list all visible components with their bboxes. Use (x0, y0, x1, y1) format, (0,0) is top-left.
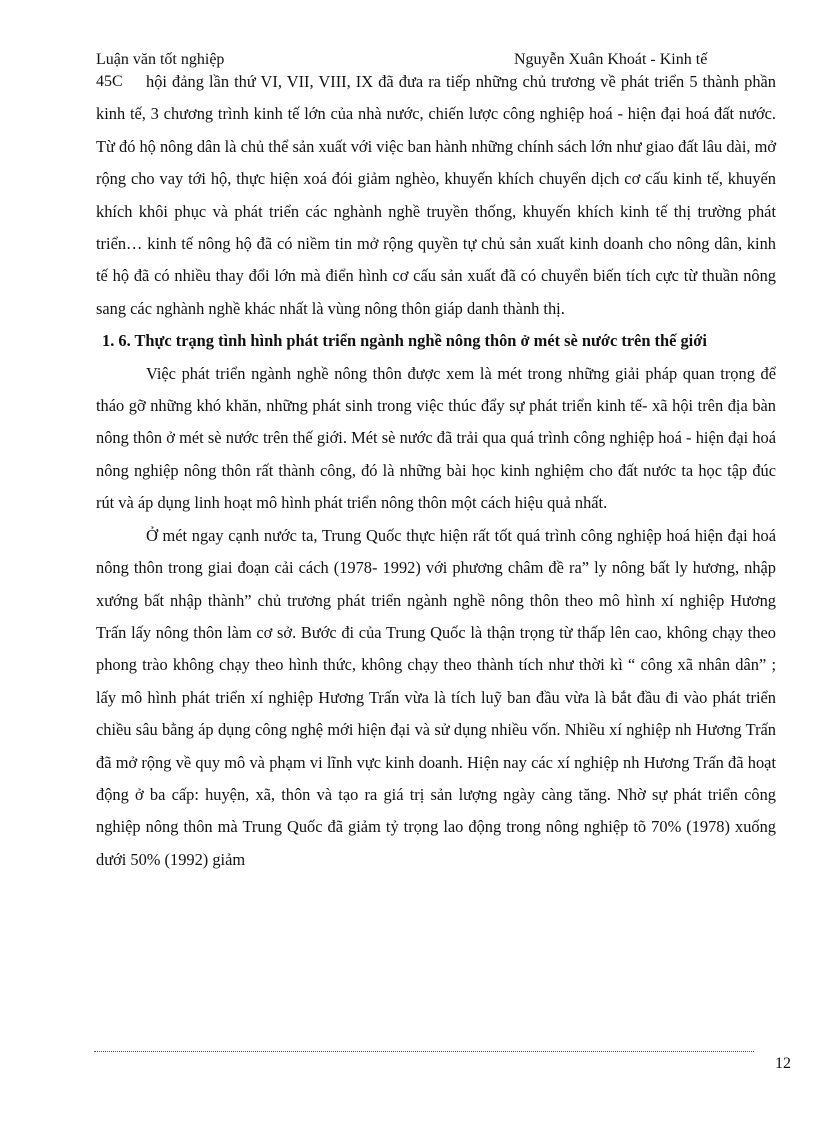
page-number: 12 (775, 1055, 791, 1072)
header-thesis-title: Luận văn tốt nghiệp (96, 51, 225, 68)
footer-divider (94, 1051, 754, 1052)
header-author: Nguyễn Xuân Khoát - Kinh tế (514, 51, 708, 68)
header-class-code: 45C (96, 73, 123, 90)
section-heading: 1. 6. Thực trạng tình hình phát triển ngành nghề nông thôn ở mét sè nước trên thế giới (102, 331, 707, 351)
page-body (96, 66, 776, 876)
body-paragraph-3: Ở mét ngay cạnh nước ta, Trung Quốc thực hiện rất tốt quá trình công nghiệp hoá hiện đại hoá nông thôn trong giai đoạn cải cách (1978- 1992) với phương châm đề ra” ly nông bất ly hương, nhập xướng bất nhập thành” chủ trương phát triển ngành nghề nông thôn theo mô hình xí nghiệp Hương Trấn lấy nông thôn làm cơ sở. Bước đi của Trung Quốc là thận trọng từ thấp lên cao, không chạy theo phong trào không chạy theo hình thức, không chạy theo thành tích như thời kì “ công xã nhân dân” ; lấy mô hình phát triển xí nghiệp Hương Trấn vừa là tích luỹ ban đầu vừa là bắt đầu đi vào phát triển chiều sâu bằng áp dụng công nghệ mới hiện đại và sử dụng nhiều vốn. Nhiều xí nghiệp nh Hương Trấn đã mở rộng về quy mô và phạm vi lĩnh vực kinh doanh. Hiện nay các xí nghiệp nh Hương Trấn đã hoạt động ở ba cấp: huyện, xã, thôn và tạo ra giá trị sản lượng ngày càng tăng. Nhờ sự phát triển công nghiệp nông thôn mà Trung Quốc đã giảm tỷ trọng lao động trong nông nghiệp tõ 70% (1978) xuống dưới 50% (1992) giảm (96, 525, 776, 869)
body-paragraph-2: Việc phát triển ngành nghề nông thôn được xem là mét trong những giải pháp quan trọng để tháo gỡ những khó khăn, những phát sinh trong việc thúc đẩy sự phát triển kinh tế- xã hội trên địa bàn nông thôn ở mét sè nước trên thế giới. Mét sè nước đã trải qua quá trình công nghiệp hoá - hiện đại hoá nông nghiệp nông thôn rất thành công, đó là những bài học kinh nghiệm cho đất nước ta học tập đúc rút và áp dụng linh hoạt mô hình phát triển nông thôn một cách hiệu quả nhất. (96, 363, 776, 513)
body-paragraph-1: hội đảng lần thứ VI, VII, VIII, IX đã đưa ra tiếp những chủ trương về phát triển 5 thành phần kinh tế, 3 chương trình kinh tế lớn của nhà nước, chiến lược công nghiệp hoá - hiện đại hoá đất nước. Từ đó hộ nông dân là chủ thể sản xuất với việc ban hành những chính sách lớn như giao đất lâu dài, mở rộng cho vay tới hộ, thực hiện xoá đói giảm nghèo, khuyến khích chuyển dịch cơ cấu kinh tế, khuyến khích khôi phục và phát triển các nghành nghề truyền thống, khuyến khích kinh tế thị trường phát triển… kinh tế nông hộ đã có niềm tin mở rộng quyền tự chủ sản xuất kinh doanh cho nông dân, kinh tế hộ đã có nhiều thay đổi lớn mà điển hình cơ cấu sản xuất đã có chuyển biến tích cực từ thuần nông sang các nghành nghề khác nhất là vùng nông thôn giáp danh thành thị. (96, 72, 776, 318)
